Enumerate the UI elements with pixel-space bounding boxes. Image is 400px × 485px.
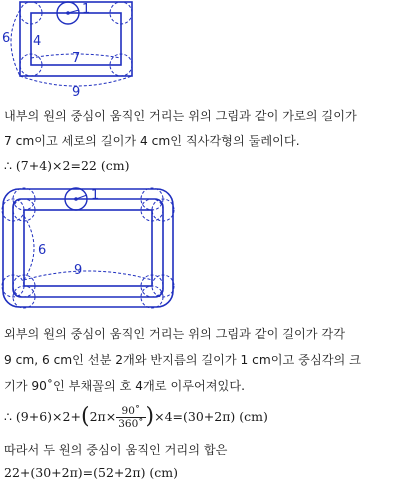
label-radius: 1 bbox=[82, 2, 91, 17]
text1-line2: 7 cm이고 세로의 길이가 4 cm인 직사각형의 둘레이다. bbox=[4, 134, 300, 148]
text2-formula bbox=[4, 400, 268, 434]
label-bottom: 9 bbox=[72, 85, 81, 100]
text2-line1: 외부의 원의 중심이 움직인 거리는 위의 그림과 같이 길이가 각각 bbox=[4, 327, 345, 341]
text2-final-line1: 따라서 두 원의 중심이 움직인 거리의 합은 bbox=[4, 443, 228, 457]
label-height-2: 6 bbox=[38, 243, 47, 258]
fraction-numerator: 90˚ bbox=[116, 405, 145, 418]
label-outer-left: 6 bbox=[2, 31, 11, 46]
formula-start: ∴ (9+6)×2+ bbox=[4, 409, 81, 424]
label-radius-2: 1 bbox=[91, 188, 100, 203]
paren-close: ) bbox=[145, 404, 155, 429]
text1-formula: ∴ (7+4)×2=22 (cm) bbox=[4, 158, 130, 173]
text2-line2: 9 cm, 6 cm인 선분 2개와 반지름의 길이가 1 cm이고 중심각의 크 bbox=[4, 353, 361, 367]
formula-end: ×4=(30+2π) (cm) bbox=[154, 409, 268, 424]
label-height: 4 bbox=[33, 34, 42, 49]
label-width: 7 bbox=[72, 51, 81, 66]
outer-path-rounded-rect bbox=[3, 189, 173, 307]
center-path-rounded-rect bbox=[13, 199, 163, 297]
label-width-2: 9 bbox=[74, 263, 83, 278]
outer-path-figure bbox=[0, 180, 180, 320]
text2-line3: 기가 90˚인 부채꼴의 호 4개로 이루어져있다. bbox=[4, 379, 245, 393]
formula-two-pi: 2π× bbox=[89, 409, 117, 424]
fraction bbox=[116, 405, 145, 430]
text1-line1: 내부의 원의 중심이 움직인 거리는 위의 그림과 같이 가로의 길이가 bbox=[4, 109, 357, 123]
paren-open: ( bbox=[80, 404, 90, 429]
inner-path-figure bbox=[0, 0, 160, 100]
fraction-denominator: 360˚ bbox=[118, 417, 144, 430]
text2-final-line2: 22+(30+2π)=(52+2π) (cm) bbox=[4, 465, 179, 480]
